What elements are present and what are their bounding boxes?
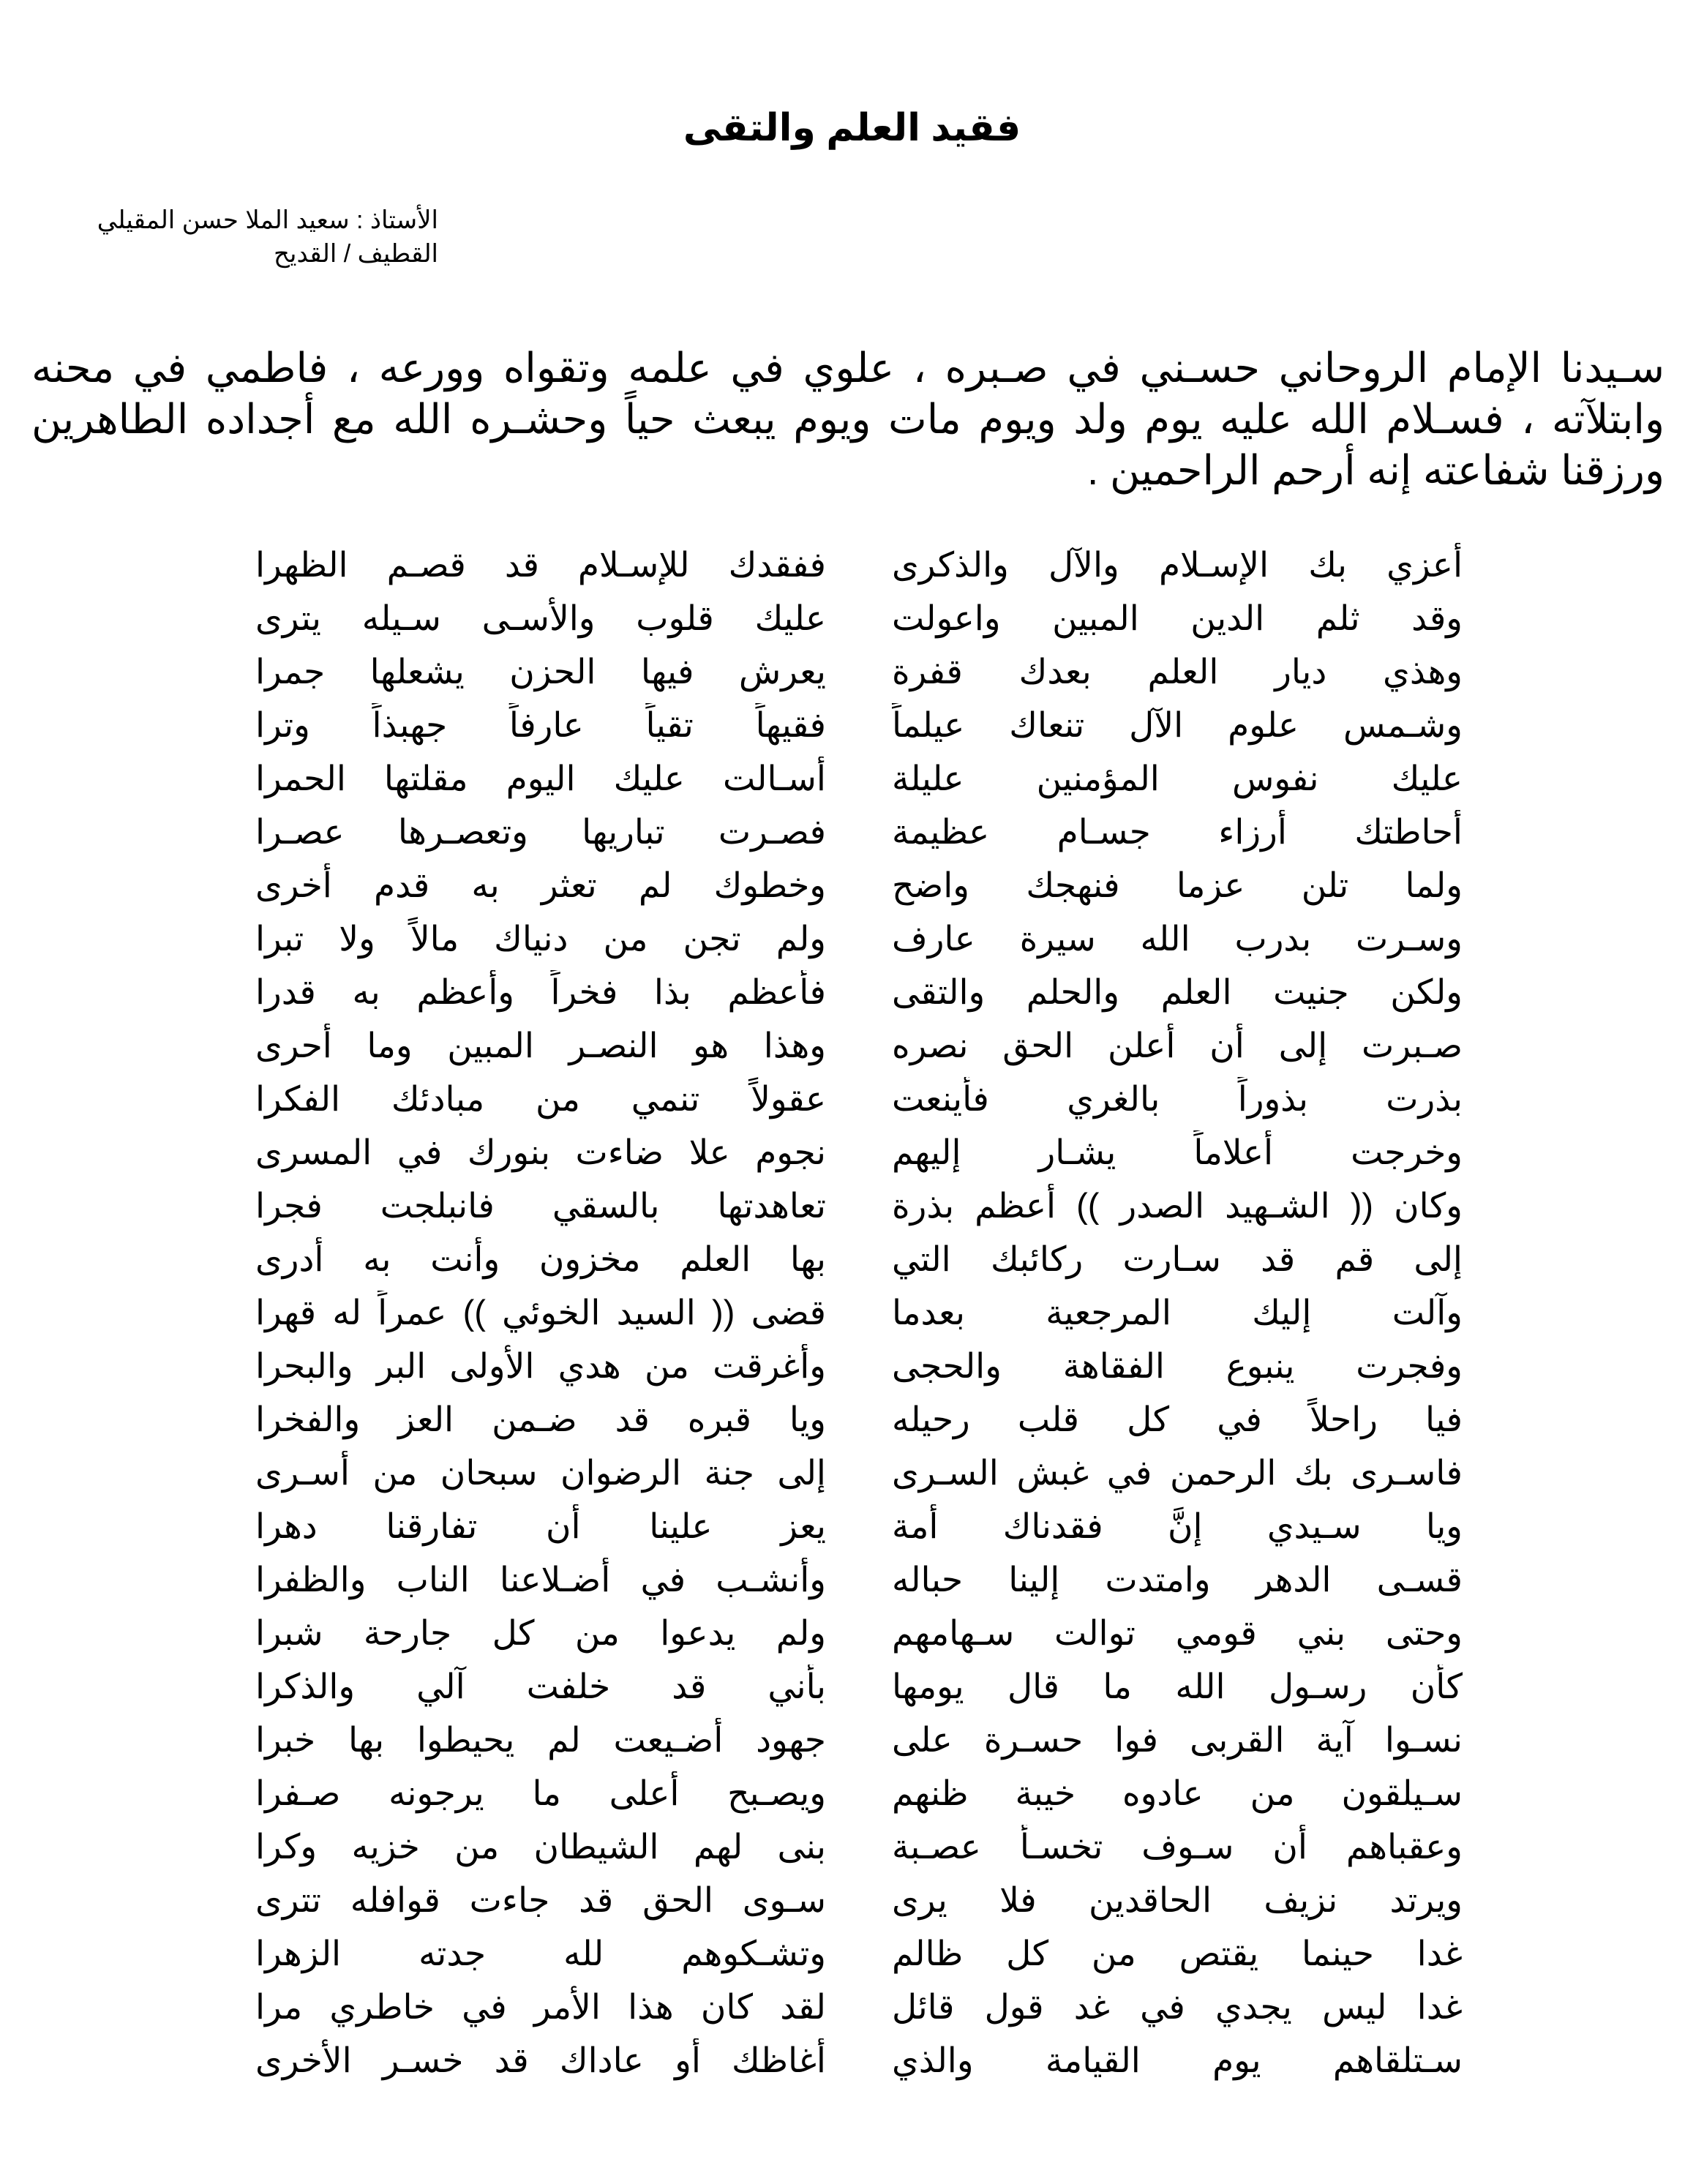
verse-first-hemistich: وسـرت بدرب الله سيرة عارف <box>892 918 1463 958</box>
poem-verse <box>219 1659 1463 1713</box>
verse-second-hemistich: أسـالت عليك اليوم مقلتها الحمرا <box>255 758 826 798</box>
poem-body <box>219 538 1463 2087</box>
verse-second-hemistich: وتشـكوهم لله جدته الزهرا <box>255 1933 826 1973</box>
verse-second-hemistich: وهذا هو النصـر المبين وما أحرى <box>255 1025 826 1065</box>
poem-verse <box>219 538 1463 591</box>
verse-first-hemistich: وخرجت أعلاماً يشـار إليهم <box>892 1132 1463 1171</box>
verse-first-hemistich: نسـوا آية القربى فوا حسـرة على <box>892 1719 1463 1759</box>
poem-verse <box>219 1553 1463 1606</box>
verse-first-hemistich: وعقباهم أن سـوف تخسـأ عصـبة <box>892 1826 1463 1866</box>
verse-second-hemistich: عقولاً تنمي من مبادئك الفكرا <box>255 1078 826 1118</box>
verse-first-hemistich: وقد ثلم الدين المبين واعولت <box>892 598 1463 637</box>
poem-verse <box>219 1286 1463 1339</box>
verse-first-hemistich: وفجرت ينبوع الفقاهة والحجى <box>892 1346 1463 1385</box>
verse-second-hemistich: بنى لهم الشيطان من خزيه وكرا <box>255 1826 826 1866</box>
verse-second-hemistich: فقيهاً تقياً عارفاً جهبذاً وترا <box>255 705 826 744</box>
verse-first-hemistich: عليك نفوس المؤمنين عليلة <box>892 758 1463 798</box>
page-title: فقيد العلم والتقى <box>683 107 1021 149</box>
verse-second-hemistich: وأنشـب في أضـلاعنا الناب والظفرا <box>255 1559 826 1599</box>
verse-second-hemistich: ولم يدعوا من كل جارحة شبرا <box>255 1613 826 1652</box>
verse-second-hemistich: يعرش فيها الحزن يشعلها جمرا <box>255 651 826 691</box>
poem-verse <box>219 1339 1463 1392</box>
verse-second-hemistich: تعاهدتها بالسقي فانبلجت فجرا <box>255 1185 826 1225</box>
poem-verse <box>219 1125 1463 1179</box>
poem-verse <box>219 1606 1463 1659</box>
poem-verse <box>219 858 1463 912</box>
verse-first-hemistich: وشـمس علوم الآل تنعاك عيلماً <box>892 705 1463 744</box>
verse-first-hemistich: أعزي بك الإسـلام والآل والذكرى <box>892 544 1463 584</box>
poem-verse <box>219 1018 1463 1072</box>
verse-first-hemistich: قسـى الدهر وامتدت إلينا حباله <box>892 1559 1463 1599</box>
verse-first-hemistich: سـتلقاهم يوم القيامة والذي <box>892 2040 1463 2079</box>
verse-second-hemistich: سـوى الحق قد جاءت قوافله تترى <box>255 1880 826 1919</box>
verse-second-hemistich: ويا قبره قد ضـمن العز والفخرا <box>255 1399 826 1438</box>
poem-verse <box>219 912 1463 965</box>
poem-verse <box>219 1926 1463 1980</box>
verse-first-hemistich: وآلت إليك المرجعية بعدما <box>892 1292 1463 1332</box>
verse-first-hemistich: ولما تلن عزما فنهجك واضح <box>892 865 1463 904</box>
poem-verse <box>219 591 1463 645</box>
verse-second-hemistich: قضى (( السيد الخوئي )) عمراً له قهرا <box>255 1292 826 1332</box>
verse-first-hemistich: أحاطتك أرزاء جسـام عظيمة <box>892 811 1463 851</box>
poem-verse <box>219 965 1463 1018</box>
verse-second-hemistich: لقد كان هذا الأمر في خاطري مرا <box>255 1986 826 2026</box>
verse-first-hemistich: وكان (( الشـهيد الصدر )) أعظم بذرة <box>892 1185 1463 1225</box>
poem-verse <box>219 1072 1463 1125</box>
verse-second-hemistich: وخطوك لم تعثر به قدم أخرى <box>255 865 826 904</box>
intro-paragraph: سـيدنا الإمام الروحاني حسـني في صـبره ، علوي في علمه وتقواه وورعه ، فاطمي في محنه وابتلآته ، فسـلام الله عليه يوم ولد ويوم مات ويوم يبعث حياً وحشـره الله مع أجداده الطاهرين ورزقنا شفاعته إنه أرحم الراحمين . <box>31 345 1664 493</box>
verse-second-hemistich: جهود أضـيعت لم يحيطوا بها خبرا <box>255 1719 826 1759</box>
verse-second-hemistich: يعز علينا أن تفارقنا دهرا <box>255 1506 826 1545</box>
author-name: الأستاذ : سعيد الملا حسن المقيلي <box>97 206 438 234</box>
verse-first-hemistich: بذرت بذوراً بالغري فأينعت <box>892 1078 1463 1118</box>
verse-second-hemistich: نجوم علا ضاءت بنورك في المسرى <box>255 1132 826 1171</box>
verse-second-hemistich: وأغرقت من هدي الأولى البر والبحرا <box>255 1346 826 1385</box>
poem-verse <box>219 1446 1463 1499</box>
poem-verse <box>219 751 1463 805</box>
poem-verse <box>219 805 1463 858</box>
verse-second-hemistich: ويصـبح أعلى ما يرجونه صـفرا <box>255 1773 826 1812</box>
verse-first-hemistich: فيا راحلاً في كل قلب رحيله <box>892 1399 1463 1438</box>
verse-first-hemistich: إلى قم قد سـارت ركائبك التي <box>892 1239 1463 1278</box>
verse-first-hemistich: وحتى بني قومي توالت سـهامهم <box>892 1613 1463 1652</box>
poem-verse <box>219 1766 1463 1820</box>
poem-verse <box>219 1232 1463 1286</box>
poem-verse <box>219 1179 1463 1232</box>
verse-second-hemistich: فأعظم بذا فخراً وأعظم به قدرا <box>255 972 826 1011</box>
verse-first-hemistich: ويا سـيدي إنَّ فقدناك أمة <box>892 1506 1463 1545</box>
poem-verse <box>219 1820 1463 1873</box>
poem-verse <box>219 1980 1463 2033</box>
poem-verse <box>219 698 1463 751</box>
verse-second-hemistich: بها العلم مخزون وأنت به أدرى <box>255 1239 826 1278</box>
verse-first-hemistich: وهذي ديار العلم بعدك قفرة <box>892 651 1463 691</box>
verse-first-hemistich: غدا حينما يقتص من كل ظالم <box>892 1933 1463 1973</box>
verse-first-hemistich: ولكن جنيت العلم والحلم والتقى <box>892 972 1463 1011</box>
poem-verse <box>219 1713 1463 1766</box>
verse-second-hemistich: عليك قلوب والأسـى سـيله يترى <box>255 598 826 637</box>
verse-first-hemistich: غدا ليس يجدي في غد قول قائل <box>892 1986 1463 2026</box>
poem-verse <box>219 2033 1463 2087</box>
poem-verse <box>219 645 1463 698</box>
author-location: القطيف / القديح <box>274 240 438 268</box>
verse-second-hemistich: بأني قد خلفت آلي والذكرا <box>255 1666 826 1705</box>
verse-first-hemistich: صـبرت إلى أن أعلن الحق نصره <box>892 1025 1463 1065</box>
poem-verse <box>219 1392 1463 1446</box>
poem-verse <box>219 1873 1463 1926</box>
verse-first-hemistich: كأن رسـول الله ما قال يومها <box>892 1666 1463 1705</box>
verse-first-hemistich: سـيلقون من عادوه خيبة ظنهم <box>892 1773 1463 1812</box>
verse-second-hemistich: ففقدك للإسـلام قد قصـم الظهرا <box>255 544 826 584</box>
verse-second-hemistich: أغاظك أو عاداك قد خسـر الأخرى <box>255 2040 826 2079</box>
verse-second-hemistich: فصـرت تباريها وتعصـرها عصـرا <box>255 811 826 851</box>
poem-verse <box>219 1499 1463 1553</box>
author-block <box>29 203 438 271</box>
verse-second-hemistich: ولم تجن من دنياك مالاً ولا تبرا <box>255 918 826 958</box>
verse-second-hemistich: إلى جنة الرضوان سبحان من أسـرى <box>255 1452 826 1492</box>
verse-first-hemistich: ويرتد نزيف الحاقدين فلا يرى <box>892 1880 1463 1919</box>
verse-first-hemistich: فاسـرى بك الرحمن في غبش السـرى <box>892 1452 1463 1492</box>
